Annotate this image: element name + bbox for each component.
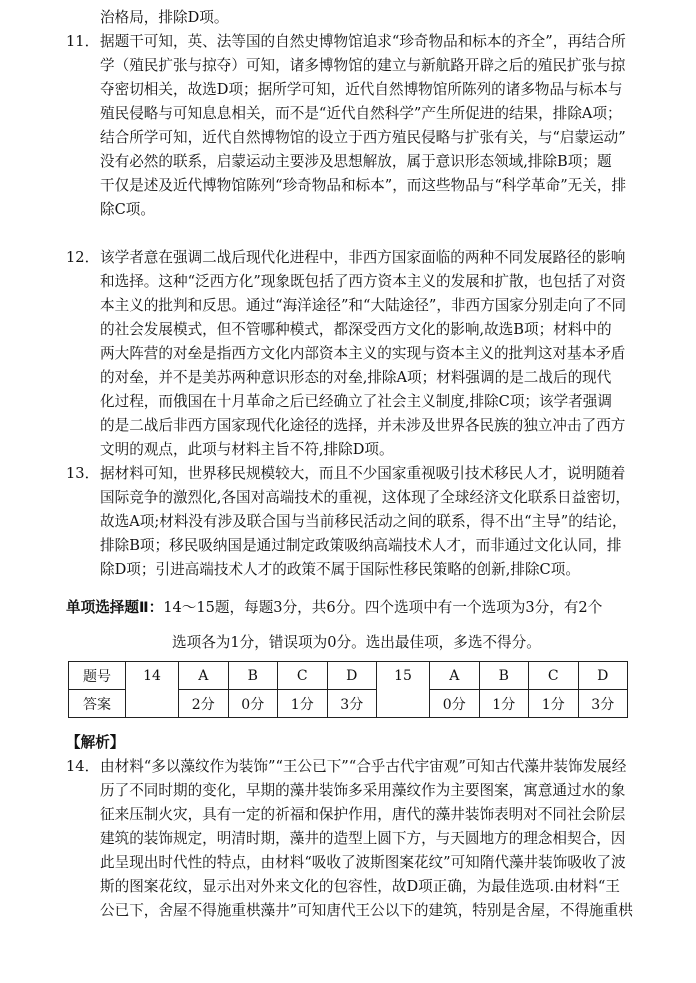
- item-text: [100, 30, 660, 222]
- text-line: 两大阵营的对垒是指西方文化内部资本主义的实现与资本主义的批判这对基本矛盾: [100, 345, 626, 362]
- q14-number-cell: 14: [126, 662, 179, 718]
- text-line: 文明的观点，此项与材料主旨不符,排除D项。: [100, 441, 394, 458]
- q15-score-a: 0分: [430, 690, 480, 718]
- q14-score-c: 1分: [278, 690, 328, 718]
- text-line: 历了不同时期的变化，早期的藻井装饰多采用藻纹作为主要图案，寓意通过水的象: [100, 782, 626, 799]
- q15-score-d: 3分: [578, 690, 628, 718]
- text-line: 结合所学可知，近代自然博物馆的设立于西方殖民侵略与扩张有关，与“启蒙运动”: [100, 129, 626, 146]
- score-table-header-row: [69, 662, 628, 690]
- q14-option-d: D: [327, 662, 377, 690]
- item-number: 11．: [66, 33, 100, 50]
- text-line: 的对垒，并不是美苏两种意识形态的对垒,排除A项；材料强调的是二战后的现代: [100, 369, 612, 386]
- item-number: 12．: [66, 249, 100, 266]
- q15-option-b: B: [479, 662, 529, 690]
- text-line: 国际竞争的激烈化,各国对高端技术的重视，这体现了全球经济文化联系日益密切，: [100, 489, 631, 506]
- q10-continuation: 治格局，排除D项。: [100, 9, 229, 26]
- text-line: 该学者意在强调二战后现代化进程中，非西方国家面临的两种不同发展路径的影响: [100, 249, 626, 266]
- item-number: 13．: [66, 465, 100, 482]
- q15-score-c: 1分: [529, 690, 579, 718]
- q15-option-a: A: [430, 662, 480, 690]
- section-heading: [66, 596, 666, 620]
- item-number: 14．: [66, 758, 100, 775]
- text-line: 建筑的装饰规定，明清时期，藻井的造型上圆下方，与天圆地方的理念相契合，因: [100, 830, 626, 847]
- q14-option-c: C: [278, 662, 328, 690]
- q14-score-b: 0分: [228, 690, 278, 718]
- text-line: 除C项。: [100, 201, 155, 218]
- section-title: 单项选择题Ⅱ：: [66, 599, 164, 616]
- text-line: 的是二战后非西方国家现代化途径的选择，并未涉及世界各民族的独立冲击了西方: [100, 417, 626, 434]
- text-line: 此呈现出时代性的特点，由材料“吸收了波斯图案花纹”可知隋代藻井装饰吸收了波: [100, 854, 626, 871]
- text-line: 故选A项;材料没有涉及联合国与当前移民活动之间的联系，得不出“主导”的结论，: [100, 513, 627, 530]
- text-line: 学（殖民扩张与掠夺）可知，诸多博物馆的建立与新航路开辟之后的殖民扩张与掠: [100, 57, 626, 74]
- header-label-cell: 题号: [69, 662, 126, 690]
- text-line: 化过程，而俄国在十月革命之后已经确立了社会主义制度,排除C项；该学者强调: [100, 393, 612, 410]
- text-line: 和选择。这种“泛西方化”现象既包括了西方资本主义的发展和扩散，也包括了对资: [100, 273, 626, 290]
- text-line: 斯的图案花纹，显示出对外来文化的包容性，故D项正确，为最佳选项.由材料“王: [100, 878, 620, 895]
- q15-option-d: D: [578, 662, 628, 690]
- text-line: 夺密切相关，故选D项；据所学可知，近代自然博物馆所陈列的诸多物品与标本与: [100, 81, 623, 98]
- q15-score-b: 1分: [479, 690, 529, 718]
- text-line: 公已下，舍屋不得施重栱藻井”可知唐代王公以下的建筑，特别是舍屋，不得施重栱: [100, 902, 633, 919]
- q15-option-c: C: [529, 662, 579, 690]
- score-table: [68, 661, 628, 718]
- section-instructions-cont: 选项各为1分，错误项为0分。选出最佳项，多选不得分。: [172, 634, 541, 651]
- analysis-heading: 【解析】: [66, 734, 125, 751]
- section-instructions: 14～15题，每题3分，共6分。四个选项中有一个选项为3分，有2个: [163, 599, 603, 616]
- item-text: [100, 462, 660, 582]
- text-line: 据题干可知，英、法等国的自然史博物馆追求“珍奇物品和标本的齐全”，再结合所: [100, 33, 626, 50]
- q14-score-d: 3分: [327, 690, 377, 718]
- q14-option-b: B: [228, 662, 278, 690]
- q15-number-cell: 15: [377, 662, 430, 718]
- text-line: 除D项；引进高端技术人才的政策不属于国际性移民策略的创新,排除C项。: [100, 561, 580, 578]
- q14-score-a: 2分: [179, 690, 229, 718]
- text-line: 殖民侵略与可知息息相关，而不是“近代自然科学”产生所促进的结果，排除A项；: [100, 105, 622, 122]
- text-line: 没有必然的联系，启蒙运动主要涉及思想解放，属于意识形态领域,排除B项；题: [100, 153, 612, 170]
- text-line: 本主义的批判和反思。通过“海洋途径”和“大陆途径”，非西方国家分别走向了不同: [100, 297, 627, 314]
- text-line: 的社会发展模式，但不管哪种模式，都深受西方文化的影响,故选B项；材料中的: [100, 321, 612, 338]
- answer-label-cell: 答案: [69, 690, 126, 718]
- text-line: 征来压制火灾，具有一定的祈福和保护作用，唐代的藻井装饰表明对不同社会阶层: [100, 806, 626, 823]
- q14-option-a: A: [179, 662, 229, 690]
- text-line: 由材料“多以藻纹作为装饰”“王公已下”“合乎古代宇宙观”可知古代藻井装饰发展经: [100, 758, 627, 775]
- text-line: 排除B项；移民吸纳国是通过制定政策吸纳高端技术人才，而非通过文化认同，排: [100, 537, 622, 554]
- text-line: 干仅是述及近代博物馆陈列“珍奇物品和标本”，而这些物品与“科学革命”无关，排: [100, 177, 627, 194]
- item-text: [100, 755, 660, 923]
- item-text: [100, 246, 660, 462]
- text-line: 据材料可知，世界移民规模较大，而且不少国家重视吸引技术移民人才，说明随着: [100, 465, 626, 482]
